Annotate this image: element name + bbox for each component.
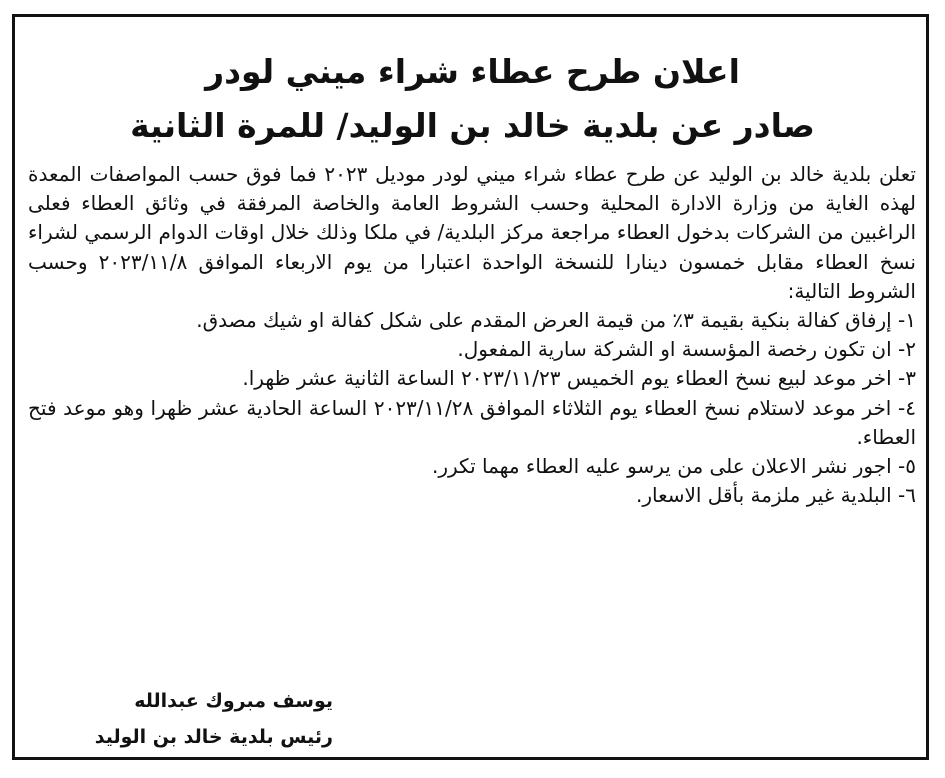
condition-item: ٢- ان تكون رخصة المؤسسة او الشركة سارية المفعول. bbox=[457, 337, 916, 362]
condition-item: ٣- اخر موعد لبيع نسخ العطاء يوم الخميس ٢٠٢٣/١١/٢٣ الساعة الثانية عشر ظهرا. bbox=[242, 366, 916, 391]
signatory-position: رئيس بلدية خالد بن الوليد bbox=[94, 726, 333, 748]
condition-item: ٤- اخر موعد لاستلام نسخ العطاء يوم الثلاثاء الموافق ٢٠٢٣/١١/٢٨ الساعة الحادية عشر ظهرا وهو موعد فتح العطاء. bbox=[28, 395, 916, 449]
signatory-name: يوسف مبروك عبدالله bbox=[134, 690, 333, 712]
announcement-body bbox=[28, 160, 916, 510]
signature-block bbox=[95, 683, 333, 755]
intro-paragraph: تعلن بلدية خالد بن الوليد عن طرح عطاء شراء ميني لودر موديل ٢٠٢٣ فما فوق حسب المواصفات المعدة لهذه الغاية من وزارة الادارة المحلية وحسب الشروط العامة والخاصة المرفقة في وثائق العطاء فعلى الراغبين من الشركات بدخول العطاء مراجعة مركز البلدية/ في ملكا وذلك خلال اوقات الدوام الرسمي لشراء نسخ العطاء مقابل خمسون دينارا للنسخة الواحدة اعتبارا من يوم الاربعاء الموافق ٢٠٢٣/١١/٨ وحسب الشروط التالية: bbox=[28, 162, 916, 303]
condition-item: ٥- اجور نشر الاعلان على من يرسو عليه العطاء مهما تكرر. bbox=[431, 454, 916, 479]
condition-item: ١- إرفاق كفالة بنكية بقيمة ٣٪ من قيمة العرض المقدم على شكل كفالة او شيك مصدق. bbox=[196, 308, 916, 333]
announcement-title: اعلان طرح عطاء شراء ميني لودر bbox=[205, 52, 740, 91]
announcement-subtitle: صادر عن بلدية خالد بن الوليد/ للمرة الثانية bbox=[130, 106, 815, 145]
conditions-list bbox=[28, 306, 916, 510]
condition-item: ٦- البلدية غير ملزمة بأقل الاسعار. bbox=[635, 483, 916, 508]
